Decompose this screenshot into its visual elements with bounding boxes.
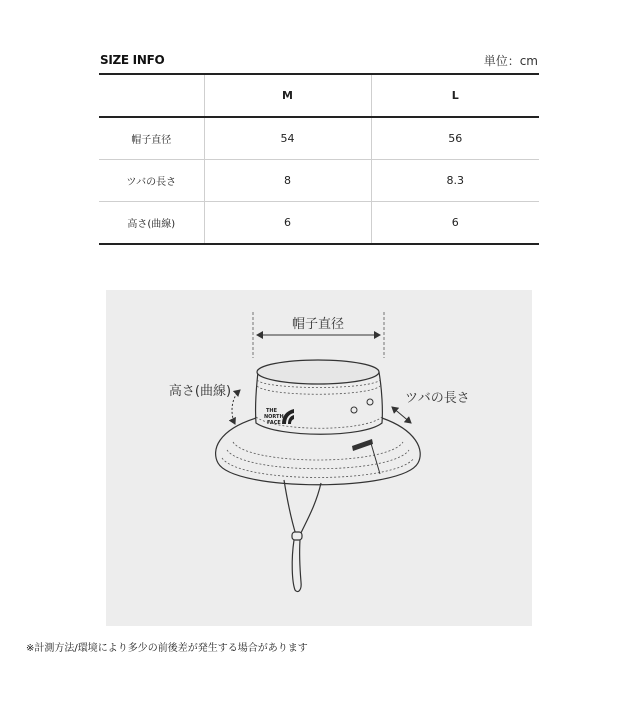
strap-toggle bbox=[292, 532, 302, 540]
svg-text:FACE: FACE bbox=[267, 420, 281, 426]
row-label: 帽子直径 bbox=[99, 117, 204, 160]
svg-text:NORTH: NORTH bbox=[264, 414, 284, 420]
svg-text:THE: THE bbox=[266, 408, 278, 414]
brim-arrow bbox=[392, 407, 411, 423]
hat-diagram bbox=[106, 290, 532, 626]
diameter-label: 帽子直径 bbox=[291, 317, 345, 332]
hat-top bbox=[257, 360, 379, 384]
table-cell: 6 bbox=[204, 202, 371, 245]
table-row bbox=[99, 160, 539, 202]
size-info-header bbox=[100, 50, 538, 72]
table-cell: 54 bbox=[204, 117, 371, 160]
strap-loop bbox=[292, 540, 301, 592]
table-header-cell bbox=[99, 74, 204, 117]
table-cell: 56 bbox=[371, 117, 539, 160]
height-label: 高さ(曲線) bbox=[168, 384, 232, 399]
footnote: ※計測方法/環境により多少の前後差が発生する場合があります bbox=[26, 643, 308, 654]
hat-illustration bbox=[106, 290, 532, 626]
row-label: 高さ(曲線) bbox=[99, 202, 204, 245]
table-row bbox=[99, 202, 539, 245]
brim-label: ツバの長さ bbox=[405, 391, 470, 406]
table-cell: 8.3 bbox=[371, 160, 539, 202]
table-cell: 8 bbox=[204, 160, 371, 202]
chin-strap-left bbox=[284, 480, 296, 535]
unit-label: 単位：cm bbox=[483, 54, 538, 68]
table-row bbox=[99, 117, 539, 160]
size-table bbox=[99, 73, 539, 245]
table-header-cell: L bbox=[371, 74, 539, 117]
chin-strap-right bbox=[300, 483, 321, 535]
size-info-title: SIZE INFO bbox=[100, 53, 165, 67]
height-arrow bbox=[232, 390, 240, 424]
table-header-row bbox=[99, 74, 539, 117]
table-header-cell: M bbox=[204, 74, 371, 117]
table-cell: 6 bbox=[371, 202, 539, 245]
row-label: ツバの長さ bbox=[99, 160, 204, 202]
